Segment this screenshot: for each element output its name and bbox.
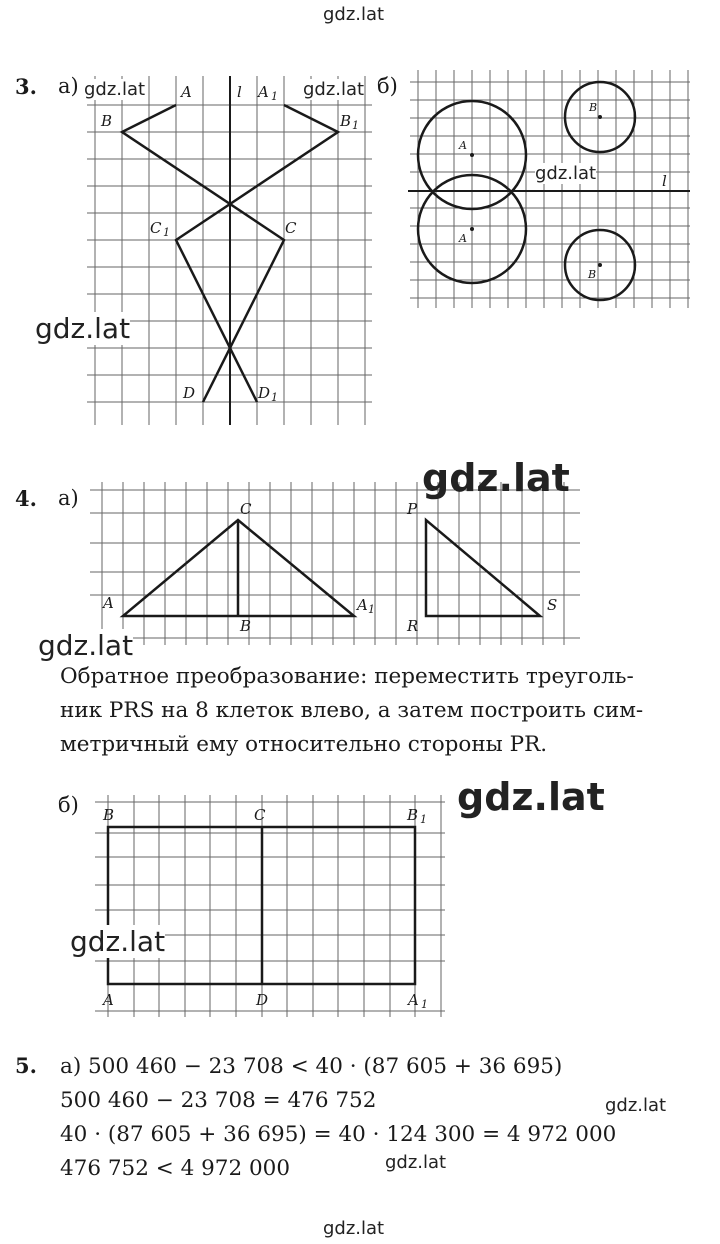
- part-a-label: а): [58, 74, 79, 98]
- part-b-label: б): [58, 793, 79, 817]
- problem-number: 5.: [15, 1053, 37, 1078]
- expression-line: а) 500 460 − 23 708 < 40 · (87 605 + 36 695): [60, 1054, 563, 1079]
- label-A1: A: [258, 83, 269, 101]
- label-C1: C: [150, 219, 162, 237]
- label-B1: B: [588, 268, 597, 281]
- label-l: l: [662, 172, 667, 190]
- triangle-prs: [426, 520, 540, 616]
- explanation-line: Обратное преобразование: переместить треуголь-: [60, 664, 634, 689]
- part-b-label: б): [377, 74, 398, 98]
- expression-line: 500 460 − 23 708 = 476 752: [60, 1088, 377, 1113]
- label-C: C: [254, 806, 266, 824]
- watermark: gdz.lat: [35, 312, 131, 345]
- label-S: S: [547, 596, 558, 614]
- watermark: gdz.lat: [84, 79, 146, 100]
- watermark: gdz.lat: [38, 629, 134, 662]
- label-A1: A: [357, 596, 368, 614]
- label-C: C: [285, 219, 297, 237]
- label-C: C: [240, 500, 252, 518]
- svg-text:1: 1: [271, 90, 278, 103]
- svg-text:1: 1: [163, 226, 170, 239]
- figure-4a: [0, 470, 720, 645]
- label-A: A: [459, 139, 467, 152]
- label-B: B: [103, 806, 115, 824]
- watermark: gdz.lat: [385, 1152, 447, 1173]
- watermark: gdz.lat: [535, 163, 597, 184]
- svg-text:1: 1: [352, 119, 359, 132]
- label-B1: B: [340, 112, 352, 130]
- label-P: P: [407, 500, 418, 518]
- label-R: R: [407, 617, 419, 635]
- label-A1: A: [459, 232, 467, 245]
- svg-text:1: 1: [368, 603, 375, 616]
- label-A: A: [103, 594, 114, 612]
- watermark: gdz.lat: [605, 1095, 667, 1116]
- label-B: B: [240, 617, 252, 635]
- svg-text:1: 1: [420, 813, 427, 826]
- figure-4b: [0, 785, 720, 1025]
- watermark: gdz.lat: [323, 1218, 385, 1239]
- part-a-label: а): [58, 486, 79, 510]
- svg-text:1: 1: [421, 998, 428, 1011]
- figure-3b: [0, 0, 720, 440]
- expression-line: 40 · (87 605 + 36 695) = 40 · 124 300 = 4 972 000: [60, 1122, 617, 1147]
- explanation-line: метричный ему относительно стороны PR.: [60, 732, 548, 757]
- grid-4a: [90, 482, 580, 645]
- label-A: A: [103, 991, 114, 1009]
- watermark: gdz.lat: [457, 775, 605, 819]
- label-D: D: [256, 991, 269, 1009]
- label-D1: D: [258, 384, 271, 402]
- watermark: gdz.lat: [422, 456, 570, 500]
- label-l: l: [237, 83, 242, 101]
- watermark: gdz.lat: [70, 925, 166, 958]
- watermark: gdz.lat: [323, 4, 385, 25]
- explanation-line: ник PRS на 8 клеток влево, а затем построить сим-: [60, 698, 644, 723]
- problem-number: 3.: [15, 74, 37, 99]
- label-B: B: [589, 101, 598, 114]
- expression-line: 476 752 < 4 972 000: [60, 1156, 291, 1181]
- label-A: A: [181, 83, 192, 101]
- label-A1: A: [408, 991, 419, 1009]
- label-B: B: [101, 112, 113, 130]
- label-B1: B: [407, 806, 419, 824]
- problem-number: 4.: [15, 486, 37, 511]
- svg-text:1: 1: [271, 391, 278, 404]
- watermark: gdz.lat: [303, 79, 365, 100]
- label-D: D: [183, 384, 196, 402]
